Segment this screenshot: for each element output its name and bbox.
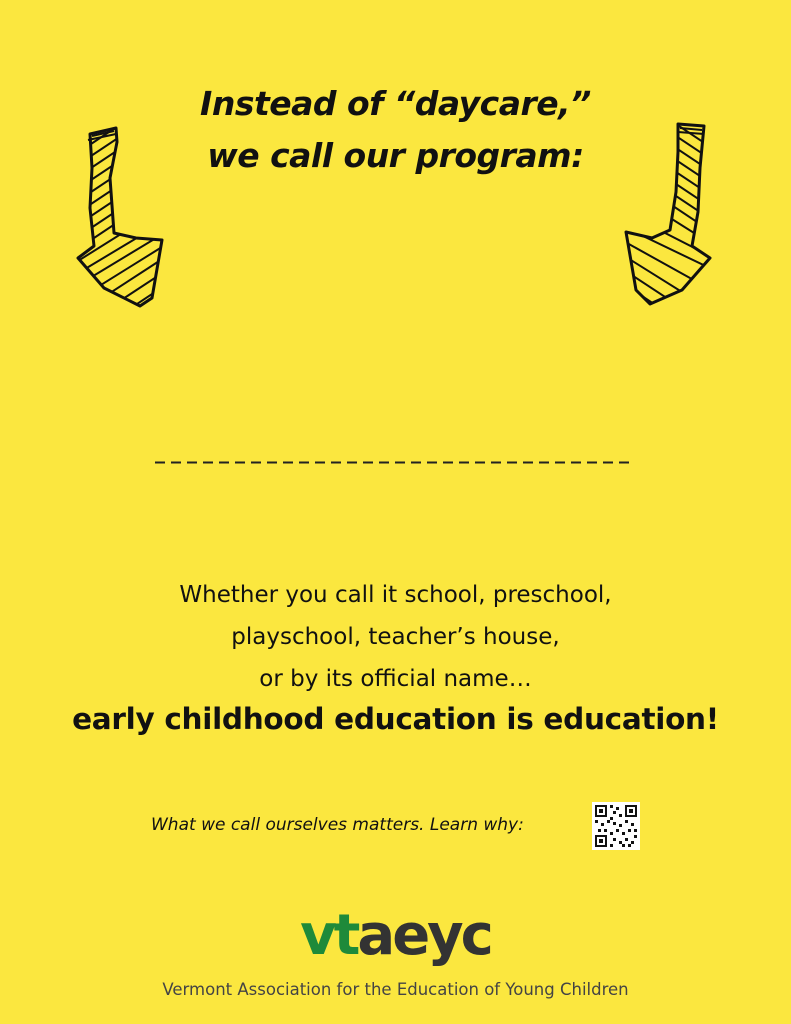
body-line-3: or by its official name… — [259, 666, 532, 692]
hand-drawn-arrow-right-icon — [618, 112, 718, 307]
body-line-1: Whether you call it school, preschool, — [179, 582, 612, 608]
heading-line-1: Instead of “daycare,” — [200, 84, 591, 123]
logo-vt: vt — [300, 903, 358, 968]
write-in-blank-line — [155, 461, 635, 464]
vtaeyc-logo — [0, 900, 791, 972]
heading-line-2: we call our program: — [207, 136, 584, 175]
body-line-2: playschool, teacher’s house, — [231, 624, 560, 650]
logo-aeyc: aeyc — [357, 903, 491, 968]
organization-name: Vermont Association for the Education of Young Children — [162, 980, 629, 999]
body-text — [0, 574, 791, 700]
hand-drawn-arrow-left-icon — [70, 118, 170, 313]
learn-why-text: What we call ourselves matters. Learn why: — [151, 815, 524, 835]
qr-code-icon[interactable] — [592, 802, 640, 850]
tagline: early childhood education is education! — [72, 702, 719, 736]
